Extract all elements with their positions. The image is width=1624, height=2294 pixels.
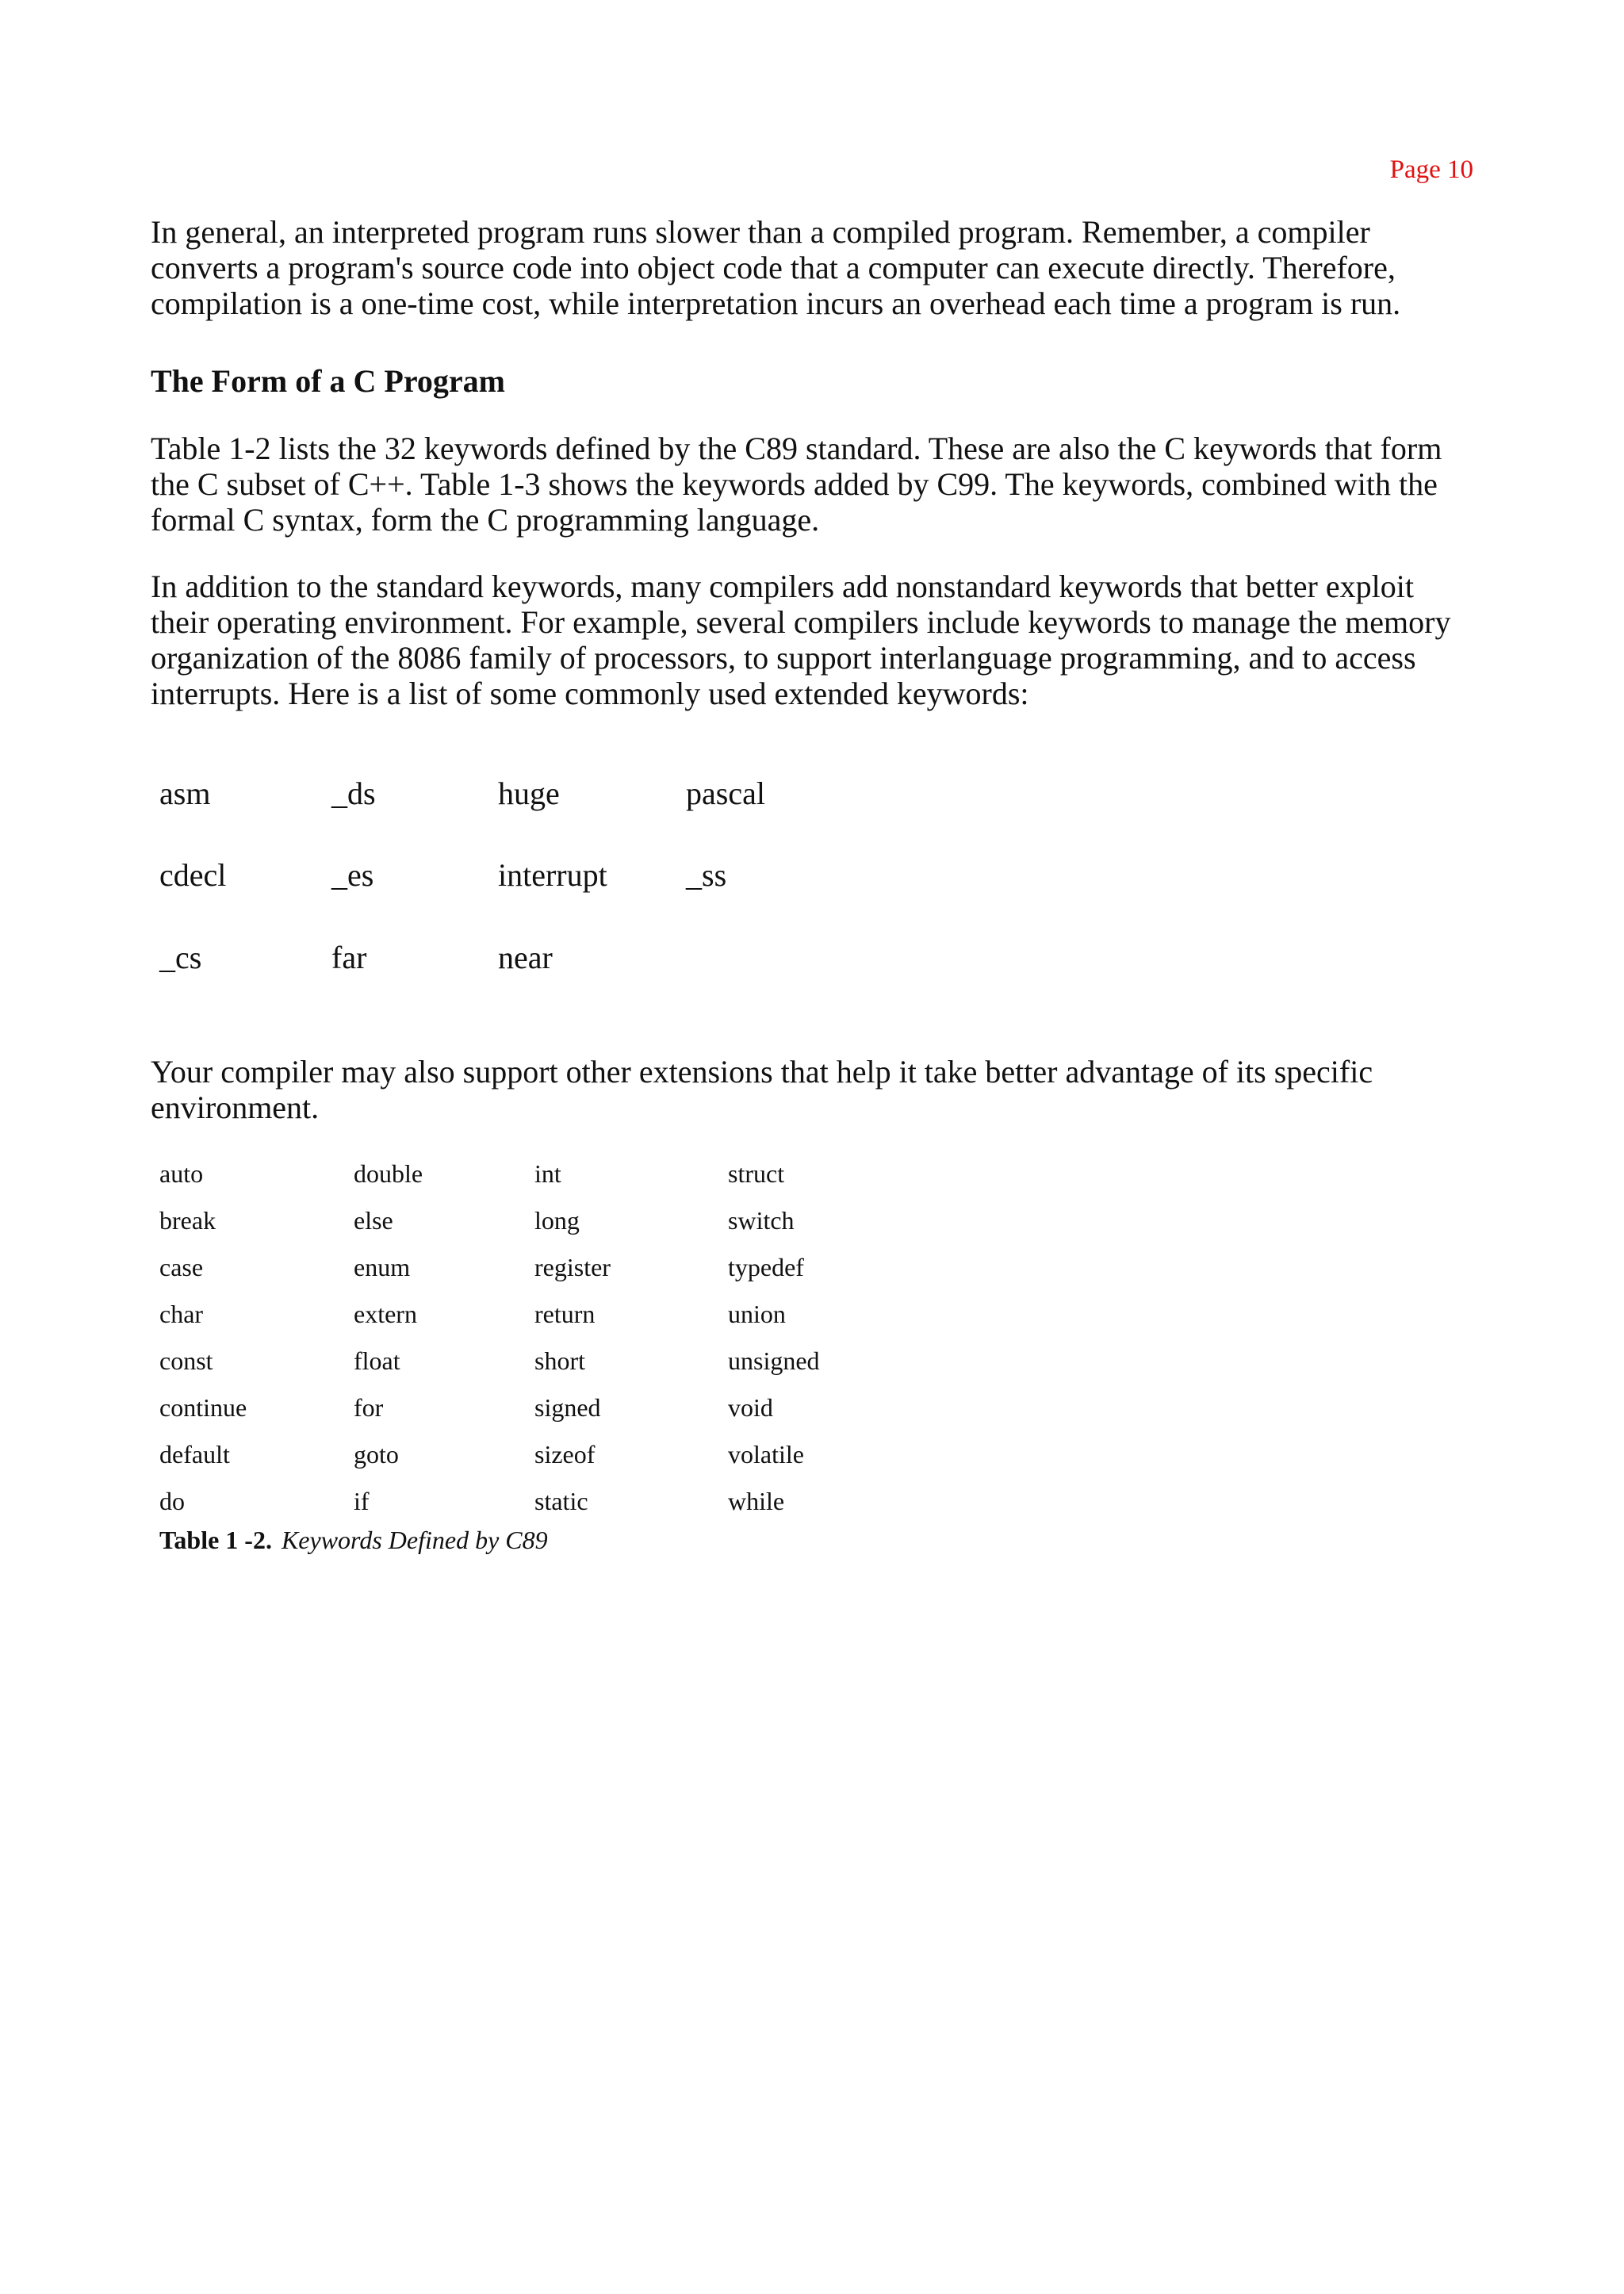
page-number: Page 10 bbox=[1389, 155, 1473, 184]
c89-keyword: signed bbox=[534, 1393, 601, 1422]
c89-keyword: void bbox=[728, 1393, 773, 1422]
c89-keyword: else bbox=[354, 1206, 393, 1235]
c89-keyword: static bbox=[534, 1487, 588, 1515]
c89-keyword: default bbox=[159, 1440, 230, 1469]
c89-keyword: extern bbox=[354, 1300, 417, 1328]
c89-keyword: int bbox=[534, 1159, 561, 1188]
table-caption bbox=[159, 1526, 548, 1554]
c89-keyword: auto bbox=[159, 1159, 204, 1188]
extended-keyword: _ds bbox=[331, 776, 376, 811]
c89-keyword: float bbox=[354, 1346, 400, 1375]
c89-keyword: if bbox=[354, 1487, 370, 1515]
extended-keyword: _ss bbox=[686, 857, 727, 893]
c89-keyword: char bbox=[159, 1300, 204, 1328]
extended-keyword: huge bbox=[498, 776, 560, 811]
paragraph-nonstandard-keywords: In addition to the standard keywords, many compilers add nonstandard keywords that better exploit their operating environment. For example, several compilers include keywords to manage the memory organization of the 8086 family of processors, to support interlanguage programming, and to access interrupts. Here is a list of some commonly used extended keywords: bbox=[151, 569, 1451, 711]
c89-keyword: enum bbox=[354, 1253, 411, 1281]
c89-keyword: break bbox=[159, 1206, 216, 1235]
c89-keyword: switch bbox=[728, 1206, 795, 1235]
c89-keyword: short bbox=[534, 1346, 585, 1375]
caption-label: Table 1 -2. bbox=[159, 1526, 272, 1554]
extended-keyword: pascal bbox=[686, 776, 765, 811]
c89-keyword: register bbox=[534, 1253, 611, 1281]
c89-keyword: const bbox=[159, 1346, 213, 1375]
c89-keyword: volatile bbox=[728, 1440, 804, 1469]
c89-keyword: struct bbox=[728, 1159, 785, 1188]
paragraph-keywords-intro: Table 1-2 lists the 32 keywords defined by the C89 standard. These are also the C keywords that form the C subset of C++. Table 1-3 shows the keywords added by C99. The keywords, combined with the formal C syntax, form the C programming language. bbox=[151, 431, 1442, 538]
caption-title: Keywords Defined by C89 bbox=[281, 1526, 548, 1554]
extended-keyword: far bbox=[331, 940, 367, 975]
c89-keyword: long bbox=[534, 1206, 580, 1235]
c89-keyword: continue bbox=[159, 1393, 247, 1422]
c89-keyword: double bbox=[354, 1159, 423, 1188]
c89-keyword: for bbox=[354, 1393, 384, 1422]
c89-keyword: unsigned bbox=[728, 1346, 820, 1375]
c89-keyword: return bbox=[534, 1300, 596, 1328]
section-heading: The Form of a C Program bbox=[151, 363, 505, 399]
c89-keyword: sizeof bbox=[534, 1440, 596, 1469]
c89-keyword: typedef bbox=[728, 1253, 804, 1281]
extended-keyword: cdecl bbox=[159, 857, 227, 893]
extended-keyword: _cs bbox=[159, 940, 202, 975]
extended-keyword: _es bbox=[331, 857, 374, 893]
extended-keyword: asm bbox=[159, 776, 211, 811]
extended-keyword: interrupt bbox=[498, 857, 607, 893]
c89-keyword: do bbox=[159, 1487, 185, 1515]
c89-keyword: union bbox=[728, 1300, 786, 1328]
extended-keyword: near bbox=[498, 940, 553, 975]
paragraph-interpreted-vs-compiled: In general, an interpreted program runs slower than a compiled program. Remember, a compiler converts a program's source code into object code that a computer can execute directly. Therefore, compilation is a one-time cost, while interpretation incurs an overhead each time a program is run. bbox=[151, 214, 1401, 321]
c89-keyword: while bbox=[728, 1487, 785, 1515]
paragraph-compiler-extensions: Your compiler may also support other extensions that help it take better advantage of its specific environment. bbox=[151, 1054, 1373, 1125]
c89-keyword: goto bbox=[354, 1440, 399, 1469]
c89-keyword: case bbox=[159, 1253, 204, 1281]
